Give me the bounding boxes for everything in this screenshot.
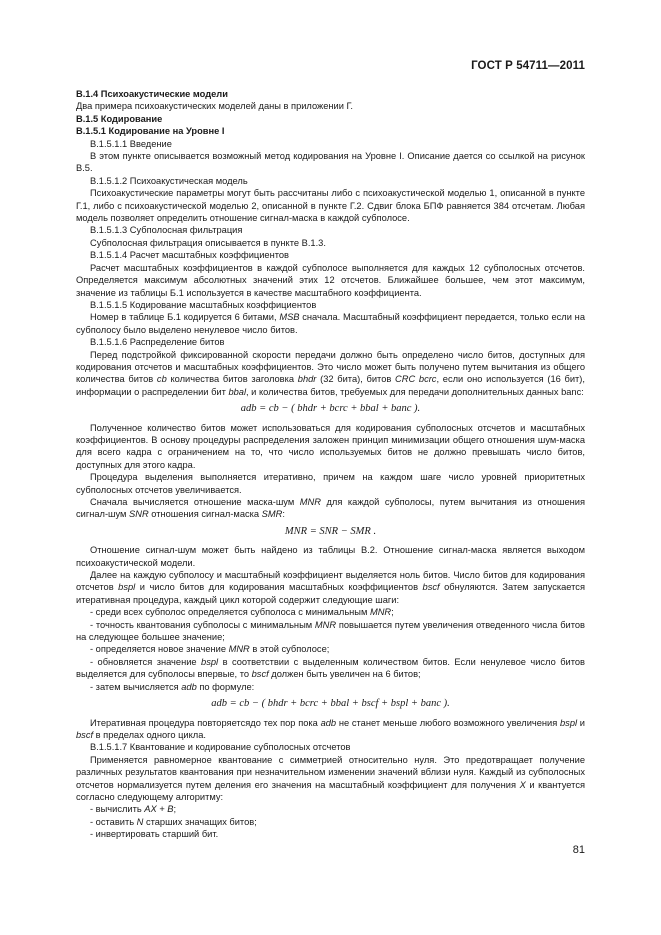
list-item: - определяется новое значение MNR в этой субполосе; [90,644,330,655]
paragraph: Полученное количество битов может использоваться для кодирования субполосных отсчетов и масштабных коэффициентов. В основу процедуры распределения заложен принцип минимизации общего отношения шум-маска для всего кадра с ограничением на то, что число используемых битов не должно превышать число битов, доступных для этого кадра. [76,422,585,470]
paragraph: В.1.5.1.6 Распределение битов [90,337,225,348]
paragraph: Психоакустические параметры могут быть рассчитаны либо с психоакустической моделью 1, описанной в пункте Г.1, либо с психоакустической моделью 2, описанной в пункте Г.2. Сдвиг блока БПФ равняется 384 отсчетам. Любая модель позволяет определить отношение сигнал-маска в каждой субполосе. [76,188,585,224]
paragraph: Итеративная процедура повторяетсядо тех пор пока adb не станет меньше любого возможного увеличения bspl и bscf в пределах одного цикла. [76,717,585,740]
paragraph: Расчет масштабных коэффициентов в каждой субполосе выполняется для каждых 12 субполосных отсчетов. Определяется максимум абсолютных значений этих 12 отсчетов. Ближайшее большее, чем этот максимум, значение из таблицы Б.1 используется в качестве масштабного коэффициента. [76,262,585,298]
document-body [76,88,585,841]
paragraph: В этом пункте описывается возможный метод кодирования на Уровне I. Описание дается со ссылкой на рисунок В.5. [76,151,585,174]
formula: MNR = SNR − SMR . [284,525,377,537]
list-item: - затем вычисляется adb по формуле: [90,681,255,692]
list-item: - точность квантования субполосы с минимальным MNR повышается путем увеличения отведенного числа битов на следующее большее значение; [76,619,585,643]
paragraph: В.1.5.1.2 Психоакустическая модель [90,175,248,186]
paragraph: В.1.5.1.1 Введение [90,138,172,149]
paragraph: Субполосная фильтрация описывается в пункте В.1.3. [90,237,326,248]
formula: adb = cb − ( bhdr + bcrc + bbal + banc ). [240,403,421,415]
paragraph: Применяется равномерное квантование с симметрией относительно нуля. Это предотвращает получение различных результатов квантования при незначительном изменении значений вблизи нуля. Каждый из субполосных отсчетов нормализуется путем деления его значения на масштабный коэффициент для получения X и квантуется согласно следующему алгоритму: [76,754,585,802]
section-heading: В.1.5 Кодирование [76,113,163,124]
list-item: - вычислить AX + B; [90,804,177,815]
section-heading: В.1.4 Психоакустические модели [76,89,228,99]
paragraph: В.1.5.1.3 Субполосная фильтрация [90,225,243,236]
paragraph: Далее на каждую субполосу и масштабный коэффициент выделяется ноль битов. Число битов для кодирования отсчетов bspl и число битов для кодирования масштабных коэффициентов bscf обнуляются. Затем запускается итеративная процедура, каждый цикл которой содержит следующие шаги: [76,570,585,605]
list-item: - среди всех субполос определяется субполоса с минимальным MNR; [90,607,394,618]
standard-designation: ГОСТ Р 54711—2011 [471,60,585,72]
paragraph: Перед подстройкой фиксированной скорости передачи должно быть определено число битов, доступных для кодирования отсчетов и масштабных коэффициентов. Это число может быть получено путем вычитания из общего количества битов cb количества битов заголовка bhdr (32 бита), битов CRC bcrc, если оно используется (16 бит), информации о распределении бит bbal, и количества битов, требуемых для передачи дополнительных данных banc: [76,349,585,397]
page-number: 81 [572,844,585,856]
list-item: - инвертировать старший бит. [90,829,219,840]
section-heading: В.1.5.1 Кодирование на Уровне I [76,126,225,137]
paragraph: Процедура выделения выполняется итеративно, причем на каждом шаге число уровней приоритетных субполосных отсчетов увеличивается. [76,472,585,495]
paragraph: В.1.5.1.4 Расчет масштабных коэффициентов [90,250,289,261]
list-item: - оставить N старших значащих битов; [90,816,257,827]
paragraph: Номер в таблице Б.1 кодируется 6 битами, MSB сначала. Масштабный коэффициент передается, только если на субполосу было выделено ненулевое число битов. [76,312,585,335]
paragraph: Сначала вычисляется отношение маска-шум MNR для каждой субполосы, путем вычитания из отношения сигнал-шум SNR отношения сигнал-маска SMR: [76,497,585,520]
paragraph: Отношение сигнал-шум может быть найдено из таблицы В.2. Отношение сигнал-маска является выходом психоакустической модели. [76,545,585,568]
paragraph: В.1.5.1.7 Квантование и кодирование субполосных отсчетов [90,742,351,753]
list-item: - обновляется значение bspl в соответствии с выделенным количеством битов. Если ненулевое число битов выделяется для субполосы впервые, то bscf должен быть увеличен на 6 битов; [76,656,585,680]
paragraph: В.1.5.1.5 Кодирование масштабных коэффициентов [90,299,317,310]
paragraph: Два примера психоакустических моделей даны в приложении Г. [76,101,353,112]
formula: adb = cb − ( bhdr + bcrc + bbal + bscf + bspl + banc ). [211,698,450,710]
